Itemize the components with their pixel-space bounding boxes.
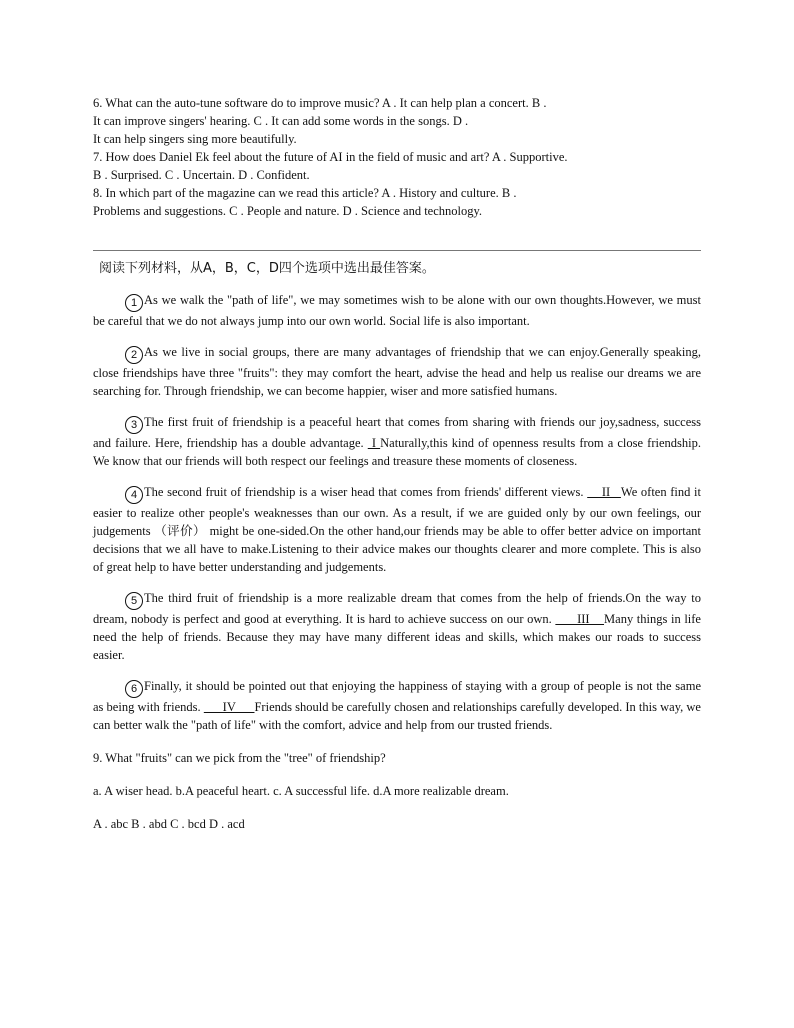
- passage-paragraph-4: 4 The second fruit of friendship is a wiser head that comes from friends' different views. II We often find it easier to realize other people's weaknesses than our own. As a result, if we are guided only by our own feelings, our judgements （评价） might be one-sided.On the other hand,our friends may be able to offer better advice on important decisions that we all have to make.Listening to their advice makes our thoughts clearer and more complete. This is also of great help to have better understanding and judgements.: [93, 485, 701, 574]
- document-page: [93, 94, 701, 833]
- paragraph-number-badge: 2: [125, 346, 143, 364]
- question-9-items: a. A wiser head. b.A peaceful heart. c. A successful life. d.A more realizable dream.: [93, 784, 509, 798]
- passage-paragraph-3: 3 The first fruit of friendship is a peaceful heart that comes from sharing with friends our joy,sadness, success and failure. Here, friendship has a double advantage. I Naturally,this kind of openness results from a close friendship. We know that our friends will both respect our feelings and treasure these moments of closeness.: [93, 415, 701, 468]
- question-6: 6. What can the auto-tune software do to improve music? A . It can help plan a concert. B . It can improve singers' hearing. C . It can add some words in the songs. D . It can help singers sing more beautifully.: [93, 96, 547, 146]
- passage-paragraph-1: 1 As we walk the "path of life", we may sometimes wish to be alone with our own thoughts.However, we must be careful that we do not always jump into our own world. Social life is also important.: [93, 293, 701, 328]
- question-7: 7. How does Daniel Ek feel about the future of AI in the field of music and art? A . Supportive. B . Surprised. C . Uncertain. D . Confident.: [93, 150, 568, 182]
- section-divider: [93, 250, 701, 251]
- paragraph-number-badge: 4: [125, 486, 143, 504]
- question-8: 8. In which part of the magazine can we read this article? A . History and culture. B . Problems and suggestions. C . People and nature. D . Science and technology.: [93, 186, 517, 218]
- question-9-options: A . abc B . abd C . bcd D . acd: [93, 817, 245, 831]
- question-9-stem: 9. What "fruits" can we pick from the "tree" of friendship?: [93, 751, 386, 765]
- reading-instruction: 阅读下列材料，从A，B，C，D四个选项中选出最佳答案。: [99, 261, 435, 276]
- paragraph-number-badge: 5: [125, 592, 143, 610]
- blank-I: I: [367, 436, 381, 450]
- paragraph-number-badge: 3: [125, 416, 143, 434]
- passage-paragraph-6: 6 Finally, it should be pointed out that enjoying the happiness of staying with a group of people is not the same as being with friends. IV Friends should be carefully chosen and relationships carefully developed. In this way, we can better walk the "path of life" with the comfort, advice and help from our trusted friends.: [93, 679, 701, 732]
- passage-paragraph-2: 2 As we live in social groups, there are many advantages of friendship that we can enjoy.Generally speaking, close friendships have three "fruits": they may comfort the heart, advise the head and help us realise our dreams we are searching for. Through friendship, we can become happier, wiser and more satisfied humans.: [93, 345, 701, 398]
- paragraph-number-badge: 6: [125, 680, 143, 698]
- blank-IV: IV: [203, 700, 255, 714]
- passage-paragraph-5: 5 The third fruit of friendship is a more realizable dream that comes from the help of friends.On the way to dream, nobody is perfect and good at everything. It is hard to achieve success on our own. III Many things in life need the help of friends. Because they may have many different ideas and skills, which makes our roads to success easier.: [93, 591, 701, 662]
- blank-III: III: [555, 612, 605, 626]
- blank-II: II: [587, 485, 621, 499]
- paragraph-number-badge: 1: [125, 294, 143, 312]
